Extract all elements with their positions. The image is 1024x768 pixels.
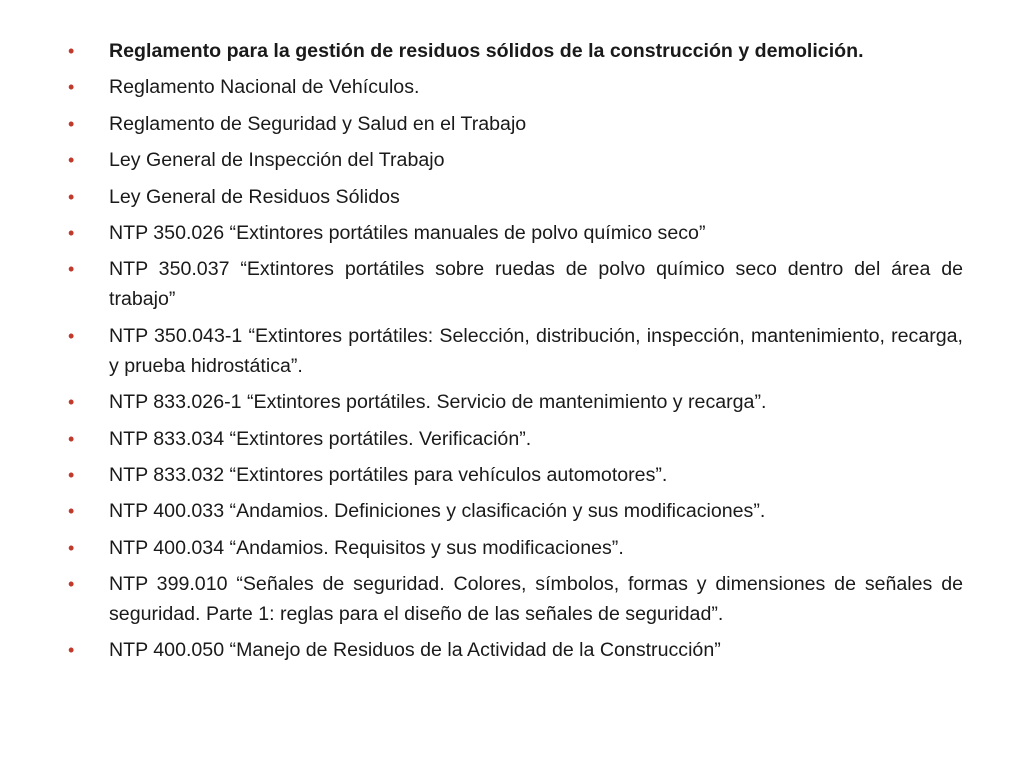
list-item: [68, 533, 963, 563]
list-item: [68, 569, 963, 629]
list-item-text: NTP 400.050 “Manejo de Residuos de la Actividad de la Construcción”: [109, 639, 721, 662]
list-item: [68, 321, 963, 381]
bullet-icon: •: [68, 537, 75, 558]
list-item: [68, 460, 963, 490]
bullet-icon: •: [68, 464, 75, 485]
bullet-icon: •: [68, 150, 75, 171]
list-item-text: Ley General de Inspección del Trabajo: [109, 149, 445, 172]
list-item-text: Reglamento para la gestión de residuos sólidos de la construcción y demolición.: [109, 40, 864, 62]
list-item: [68, 387, 963, 417]
list-item-text: Ley General de Residuos Sólidos: [109, 185, 400, 208]
list-item: [68, 254, 963, 314]
bullet-icon: •: [68, 77, 75, 98]
bullet-icon: •: [68, 113, 75, 134]
list-item: [68, 109, 963, 139]
bullet-icon: •: [68, 186, 75, 207]
list-item-text: NTP 350.043-1 “Extintores portátiles: Selección, distribución, inspección, mantenimiento, recarga, y prueba hidrostática”.: [109, 324, 963, 377]
list-item: [68, 145, 963, 175]
list-item: [68, 218, 963, 248]
bullet-icon: •: [68, 222, 75, 243]
bullet-icon: •: [68, 325, 75, 346]
list-item-text: NTP 350.037 “Extintores portátiles sobre ruedas de polvo químico seco dentro del área de trabajo”: [109, 258, 963, 311]
list-item: [68, 424, 963, 454]
bullet-icon: •: [68, 41, 75, 61]
regulations-list: [68, 36, 963, 672]
list-item-text: NTP 400.034 “Andamios. Requisitos y sus modificaciones”.: [109, 536, 624, 559]
list-item-text: NTP 400.033 “Andamios. Definiciones y clasificación y sus modificaciones”.: [109, 500, 766, 523]
bullet-icon: •: [68, 640, 75, 661]
list-item-text: Reglamento de Seguridad y Salud en el Trabajo: [109, 112, 527, 135]
bullet-icon: •: [68, 392, 75, 413]
bullet-icon: •: [68, 428, 75, 449]
list-item-text: NTP 833.026-1 “Extintores portátiles. Servicio de mantenimiento y recarga”.: [109, 391, 767, 414]
list-item: [68, 36, 963, 66]
list-item-text: NTP 350.026 “Extintores portátiles manuales de polvo químico seco”: [109, 221, 706, 244]
list-item: [68, 72, 963, 102]
list-item-text: NTP 399.010 “Señales de seguridad. Colores, símbolos, formas y dimensiones de señales de seguridad. Parte 1: reglas para el diseño de las señales de seguridad”.: [109, 573, 963, 626]
list-item-text: NTP 833.034 “Extintores portátiles. Verificación”.: [109, 427, 532, 450]
list-item-text: NTP 833.032 “Extintores portátiles para vehículos automotores”.: [109, 463, 668, 486]
list-item: [68, 182, 963, 212]
bullet-icon: •: [68, 501, 75, 522]
list-item-text: Reglamento Nacional de Vehículos.: [109, 76, 420, 99]
list-item: [68, 496, 963, 526]
list-item: [68, 635, 963, 665]
bullet-icon: •: [68, 574, 75, 595]
bullet-icon: •: [68, 259, 75, 280]
